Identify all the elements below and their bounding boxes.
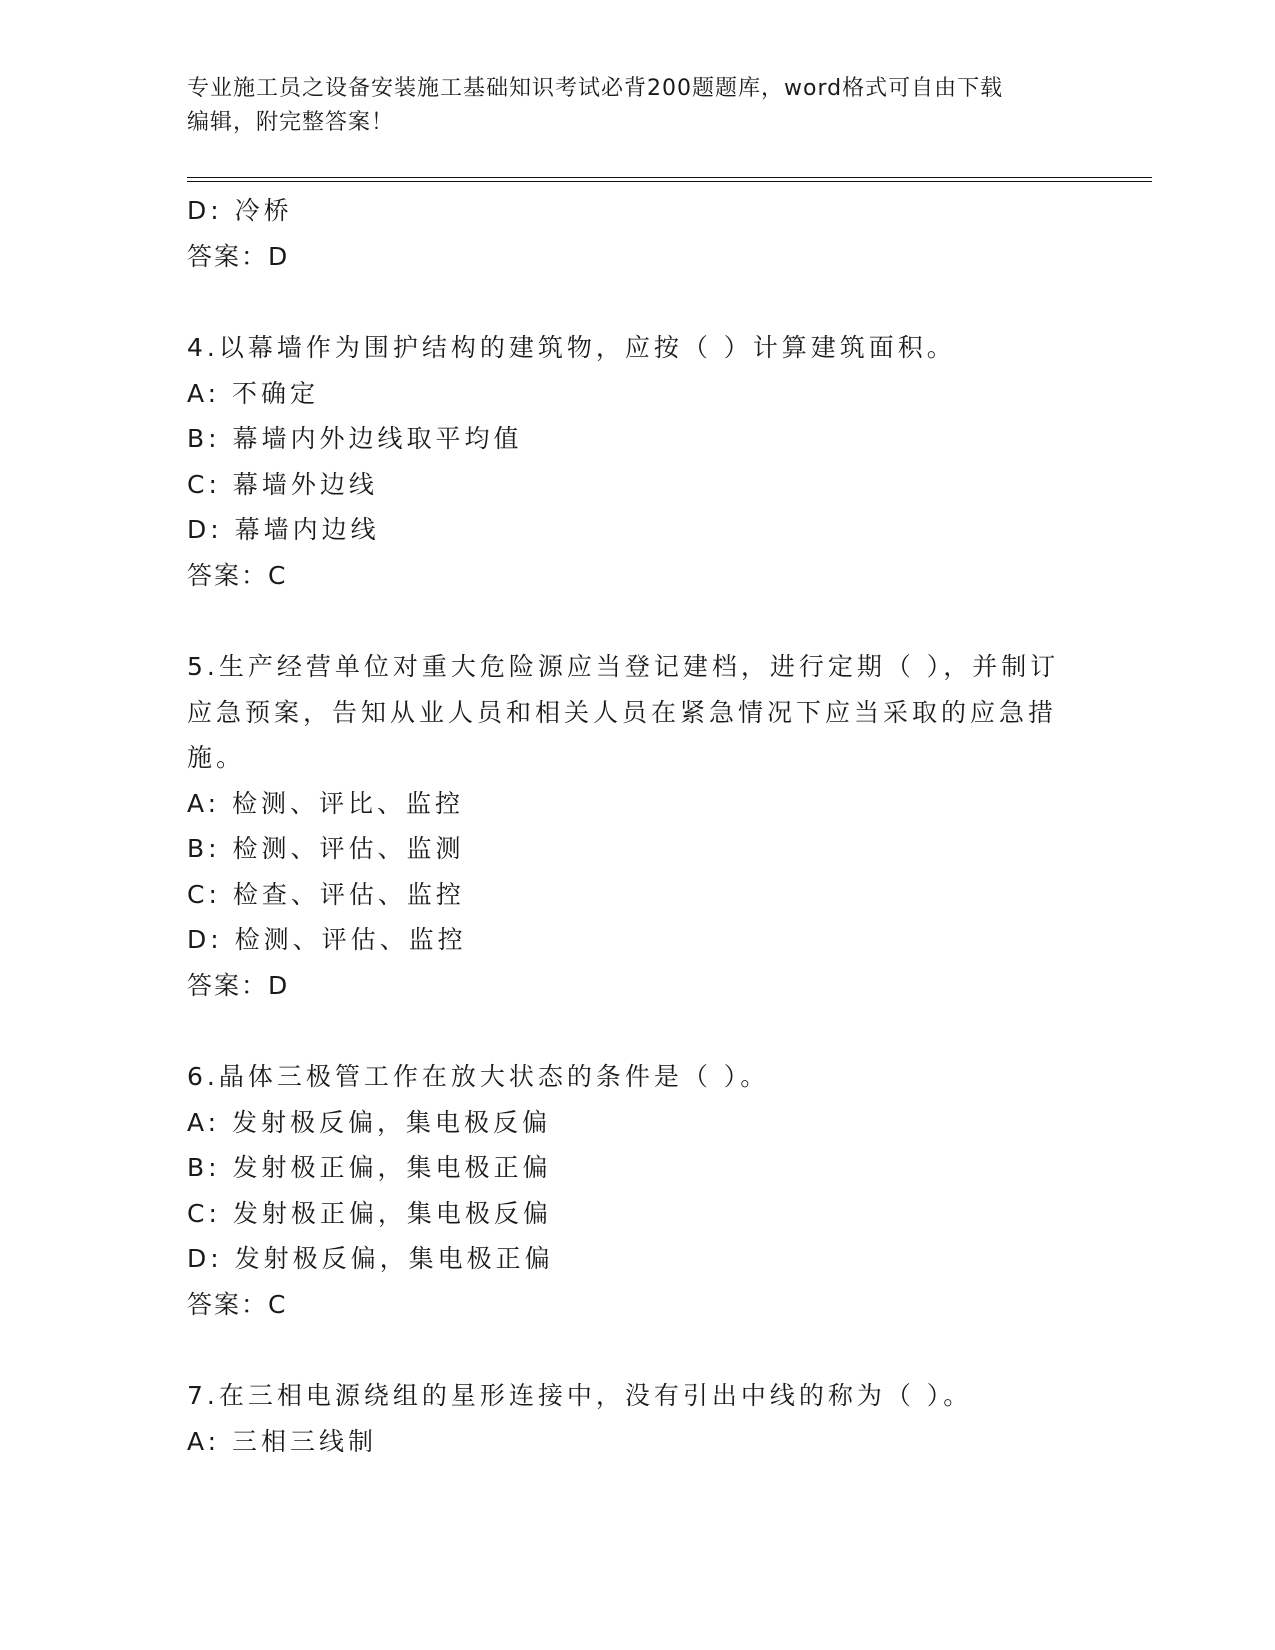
q7-stem: 7.在三相电源绕组的星形连接中，没有引出中线的称为（ ）。 (187, 1381, 973, 1410)
header-rule-top (187, 177, 1152, 178)
question-3-tail (187, 188, 1087, 279)
q4-answer: 答案：C (187, 560, 288, 590)
q4-option-d: D: 幕墙内边线 (187, 515, 380, 544)
q6-option-c: C: 发射极正偏，集电极反偏 (187, 1198, 552, 1228)
q6-option-b: B: 发射极正偏，集电极正偏 (187, 1153, 552, 1182)
spacer (187, 1327, 1087, 1373)
header-line-2: 编辑，附完整答案！ (187, 110, 395, 135)
document-body (187, 188, 1087, 1464)
q5-stem-line-3: 施。 (187, 743, 246, 772)
q4-option-c: C: 幕墙外边线 (187, 469, 378, 499)
question-7 (187, 1373, 1087, 1464)
q5-stem-line-2: 应急预案，告知从业人员和相关人员在紧急情况下应当采取的应急措 (187, 697, 1058, 727)
q5-option-d: D: 检测、评估、监控 (187, 925, 467, 954)
q3-option-d: D: 冷桥 (187, 196, 293, 225)
q5-stem-line-1: 5.生产经营单位对重大危险源应当登记建档，进行定期（ ），并制订 (187, 652, 1060, 681)
q6-stem: 6.晶体三极管工作在放大状态的条件是（ ）。 (187, 1062, 770, 1091)
q6-option-d: D: 发射极反偏，集电极正偏 (187, 1244, 554, 1273)
q5-option-a: A: 检测、评比、监控 (187, 788, 465, 818)
question-4 (187, 325, 1087, 598)
q5-option-c: C: 检查、评估、监控 (187, 879, 465, 909)
q6-answer: 答案：C (187, 1289, 288, 1319)
q7-option-a: A: 三相三线制 (187, 1426, 378, 1456)
spacer (187, 598, 1087, 644)
q4-stem: 4.以幕墙作为围护结构的建筑物，应按（ ）计算建筑面积。 (187, 333, 956, 362)
question-6 (187, 1054, 1087, 1327)
q5-option-b: B: 检测、评估、监测 (187, 834, 465, 863)
q4-option-a: A: 不确定 (187, 378, 320, 408)
q3-answer: 答案：D (187, 241, 290, 271)
header-line-1: 专业施工员之设备安装施工基础知识考试必背200题题库，word格式可自由下载 (187, 76, 1004, 101)
question-5 (187, 644, 1087, 1008)
q4-option-b: B: 幕墙内外边线取平均值 (187, 424, 523, 453)
q5-answer: 答案：D (187, 970, 290, 1000)
header-rule-bottom (187, 181, 1152, 182)
spacer (187, 1008, 1087, 1054)
q6-option-a: A: 发射极反偏，集电极反偏 (187, 1107, 552, 1137)
spacer (187, 279, 1087, 325)
document-header (187, 72, 1087, 140)
